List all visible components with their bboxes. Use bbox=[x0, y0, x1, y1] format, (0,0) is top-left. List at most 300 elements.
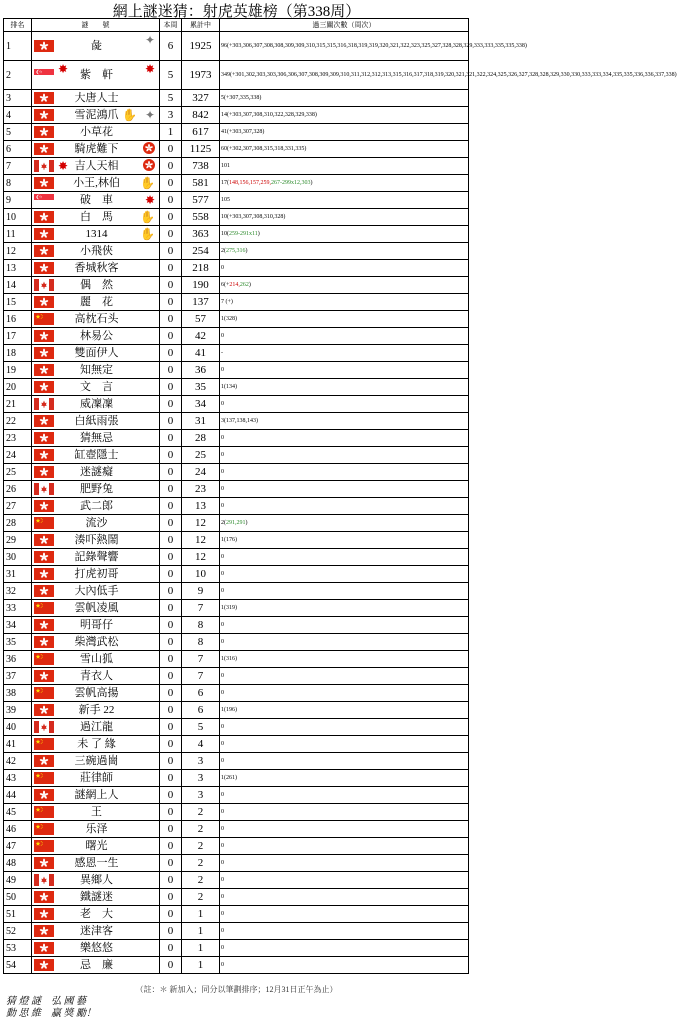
name-cell bbox=[32, 957, 160, 974]
total-cell: 1 bbox=[182, 906, 220, 923]
name-cell bbox=[32, 481, 160, 498]
signature bbox=[6, 996, 96, 1020]
total-cell: 10 bbox=[182, 566, 220, 583]
player-name: 白紙雨張 bbox=[74, 414, 119, 427]
hong-kong-flag-icon bbox=[34, 415, 54, 427]
detail-part: 259, bbox=[260, 180, 271, 186]
total-cell: 1 bbox=[182, 957, 220, 974]
rank-cell: 40 bbox=[4, 719, 32, 736]
detail-cell: 1(261) bbox=[220, 770, 469, 787]
detail-cell: 41(+303,307,328) bbox=[220, 124, 469, 141]
player-name: 忌 廉 bbox=[80, 958, 113, 971]
detail-cell: 0 bbox=[220, 634, 469, 651]
table-row bbox=[4, 736, 469, 753]
rank-cell: 23 bbox=[4, 430, 32, 447]
star-icon: ✸ bbox=[144, 193, 155, 207]
rank-cell: 13 bbox=[4, 260, 32, 277]
total-cell: 1 bbox=[182, 940, 220, 957]
player-name: 流沙 bbox=[85, 516, 108, 529]
hong-kong-flag-icon bbox=[34, 245, 54, 257]
player-name: 武二郎 bbox=[80, 499, 113, 512]
player-name: 柴灣武松 bbox=[74, 635, 119, 648]
total-cell: 2 bbox=[182, 821, 220, 838]
detail-cell: 10(+303,307,308,310,328) bbox=[220, 209, 469, 226]
week-cell: 0 bbox=[160, 685, 182, 702]
total-cell: 24 bbox=[182, 464, 220, 481]
table-row bbox=[4, 685, 469, 702]
detail-cell: 0 bbox=[220, 498, 469, 515]
detail-cell bbox=[220, 175, 469, 192]
hong-kong-flag-icon bbox=[34, 925, 54, 937]
total-cell: 9 bbox=[182, 583, 220, 600]
player-name: 明哥仔 bbox=[80, 618, 113, 631]
detail-part: 10( bbox=[221, 231, 229, 237]
rank-cell: 7 bbox=[4, 158, 32, 175]
hong-kong-flag-icon bbox=[34, 959, 54, 971]
name-cell bbox=[32, 549, 160, 566]
player-name: 過江龍 bbox=[80, 720, 113, 733]
name-cell bbox=[32, 787, 160, 804]
name-cell bbox=[32, 209, 160, 226]
china-flag-icon bbox=[34, 772, 54, 784]
total-cell: 2 bbox=[182, 838, 220, 855]
name-cell bbox=[32, 923, 160, 940]
week-cell: 0 bbox=[160, 838, 182, 855]
rank-cell: 4 bbox=[4, 107, 32, 124]
detail-part: 259-291x11 bbox=[229, 231, 258, 237]
total-cell: 36 bbox=[182, 362, 220, 379]
player-name: 莊律師 bbox=[80, 771, 113, 784]
table-row bbox=[4, 600, 469, 617]
table-row bbox=[4, 243, 469, 260]
name-cell bbox=[32, 583, 160, 600]
detail-cell: 101 bbox=[220, 158, 469, 175]
hong-kong-flag-icon bbox=[34, 891, 54, 903]
total-cell: 1925 bbox=[182, 32, 220, 61]
canada-flag-icon bbox=[34, 279, 54, 291]
rank-cell: 26 bbox=[4, 481, 32, 498]
total-cell: 13 bbox=[182, 498, 220, 515]
header-rank: 排名 bbox=[4, 19, 32, 32]
detail-part: 148,156,157, bbox=[229, 180, 261, 186]
week-cell: 0 bbox=[160, 226, 182, 243]
name-cell bbox=[32, 362, 160, 379]
player-name: 小飛俠 bbox=[80, 244, 113, 257]
detail-cell: 0 bbox=[220, 855, 469, 872]
table-row bbox=[4, 175, 469, 192]
table-row bbox=[4, 923, 469, 940]
detail-cell: 0 bbox=[220, 566, 469, 583]
player-name: 老 大 bbox=[80, 907, 113, 920]
total-cell: 558 bbox=[182, 209, 220, 226]
rank-cell: 29 bbox=[4, 532, 32, 549]
detail-cell: 0 bbox=[220, 804, 469, 821]
player-name: 記錄聲響 bbox=[74, 550, 119, 563]
detail-cell: 0 bbox=[220, 447, 469, 464]
star-icon: ✸ bbox=[58, 159, 69, 173]
rank-cell: 48 bbox=[4, 855, 32, 872]
name-cell bbox=[32, 243, 160, 260]
total-cell: 7 bbox=[182, 600, 220, 617]
week-cell: 0 bbox=[160, 515, 182, 532]
week-cell: 0 bbox=[160, 396, 182, 413]
name-cell bbox=[32, 32, 160, 61]
total-cell: 1125 bbox=[182, 141, 220, 158]
player-name: 紫 軒 bbox=[80, 68, 113, 81]
rank-cell: 27 bbox=[4, 498, 32, 515]
hong-kong-flag-icon bbox=[34, 789, 54, 801]
detail-cell: 96(+303,306,307,308,308,309,309,310,315,315,316,318,319,319,320,321,322,323,325,327,328,328,329,333,333,335,335,338) bbox=[220, 32, 469, 61]
rank-cell: 53 bbox=[4, 940, 32, 957]
detail-cell: 1(328) bbox=[220, 311, 469, 328]
week-cell: 0 bbox=[160, 379, 182, 396]
total-cell: 190 bbox=[182, 277, 220, 294]
hong-kong-flag-icon bbox=[34, 908, 54, 920]
table-row bbox=[4, 90, 469, 107]
player-name: 猜無忌 bbox=[80, 431, 113, 444]
rank-cell: 3 bbox=[4, 90, 32, 107]
total-cell: 23 bbox=[182, 481, 220, 498]
player-name: 雲帆凌風 bbox=[74, 601, 119, 614]
table-row bbox=[4, 124, 469, 141]
table-row bbox=[4, 515, 469, 532]
hong-kong-flag-icon bbox=[34, 534, 54, 546]
week-cell: 0 bbox=[160, 600, 182, 617]
table-row bbox=[4, 583, 469, 600]
table-row bbox=[4, 32, 469, 61]
name-cell bbox=[32, 736, 160, 753]
hong-kong-flag-icon bbox=[34, 619, 54, 631]
name-cell bbox=[32, 719, 160, 736]
player-name: 香城秋客 bbox=[74, 261, 119, 274]
name-cell bbox=[32, 413, 160, 430]
detail-part: ) bbox=[245, 248, 248, 254]
week-cell: 0 bbox=[160, 617, 182, 634]
china-flag-icon bbox=[34, 840, 54, 852]
singapore-flag-icon bbox=[34, 69, 54, 81]
hong-kong-flag-icon bbox=[34, 177, 54, 189]
week-cell: 1 bbox=[160, 124, 182, 141]
detail-cell: 1(176) bbox=[220, 532, 469, 549]
total-cell: 1 bbox=[182, 923, 220, 940]
detail-part: 291,291 bbox=[226, 520, 246, 526]
week-cell: 0 bbox=[160, 447, 182, 464]
table-row bbox=[4, 940, 469, 957]
week-cell: 0 bbox=[160, 736, 182, 753]
week-cell: 0 bbox=[160, 192, 182, 209]
rank-cell: 49 bbox=[4, 872, 32, 889]
table-row bbox=[4, 209, 469, 226]
hong-kong-flag-icon bbox=[34, 143, 54, 155]
detail-cell: 0 bbox=[220, 719, 469, 736]
name-cell bbox=[32, 855, 160, 872]
detail-cell: 0 bbox=[220, 906, 469, 923]
header-row bbox=[4, 19, 469, 32]
table-row bbox=[4, 362, 469, 379]
week-cell: 0 bbox=[160, 634, 182, 651]
detail-cell: 0 bbox=[220, 838, 469, 855]
detail-cell: 0 bbox=[220, 736, 469, 753]
detail-cell: 3(137,138,143) bbox=[220, 413, 469, 430]
detail-cell: 0 bbox=[220, 396, 469, 413]
hong-kong-flag-icon bbox=[34, 40, 54, 52]
week-cell: 0 bbox=[160, 532, 182, 549]
player-name: 雲帆高揚 bbox=[74, 686, 119, 699]
table-row bbox=[4, 838, 469, 855]
table-row bbox=[4, 192, 469, 209]
hong-kong-flag-icon bbox=[34, 228, 54, 240]
player-name: 肥野兔 bbox=[80, 482, 113, 495]
total-cell: 581 bbox=[182, 175, 220, 192]
header-week: 本周 bbox=[160, 19, 182, 32]
rank-cell: 24 bbox=[4, 447, 32, 464]
rank-cell: 34 bbox=[4, 617, 32, 634]
total-cell: 12 bbox=[182, 549, 220, 566]
player-name: 威凜凜 bbox=[80, 397, 113, 410]
china-flag-icon bbox=[34, 653, 54, 665]
week-cell: 0 bbox=[160, 277, 182, 294]
detail-cell: 60(+302,307,308,315,318,331,335) bbox=[220, 141, 469, 158]
rank-cell: 51 bbox=[4, 906, 32, 923]
week-cell: 6 bbox=[160, 32, 182, 61]
detail-cell: 0 bbox=[220, 923, 469, 940]
star-icon: ✸ bbox=[144, 62, 155, 76]
total-cell: 12 bbox=[182, 515, 220, 532]
total-cell: 2 bbox=[182, 804, 220, 821]
detail-cell: 0 bbox=[220, 464, 469, 481]
week-cell: 0 bbox=[160, 923, 182, 940]
detail-cell: 0 bbox=[220, 668, 469, 685]
player-name: 高枕石头 bbox=[74, 312, 119, 325]
player-name: 偶 然 bbox=[80, 278, 113, 291]
china-flag-icon bbox=[34, 806, 54, 818]
detail-cell: - bbox=[220, 345, 469, 362]
hong-kong-flag-icon bbox=[34, 92, 54, 104]
week-cell: 0 bbox=[160, 328, 182, 345]
name-cell bbox=[32, 498, 160, 515]
rank-cell: 47 bbox=[4, 838, 32, 855]
total-cell: 738 bbox=[182, 158, 220, 175]
table-row bbox=[4, 668, 469, 685]
table-row bbox=[4, 107, 469, 124]
table-row bbox=[4, 821, 469, 838]
detail-cell: 349(+301,302,303,303,306,306,307,308,309,309,310,311,312,312,313,315,316,317,318,319,320,321,321,322,324,325,326,327,328,328,329,330,330,333,333,334,335,335,336,336,337,338) bbox=[220, 61, 469, 90]
hand-icon: ✋ bbox=[140, 210, 155, 224]
week-cell: 0 bbox=[160, 260, 182, 277]
name-cell bbox=[32, 311, 160, 328]
table-row bbox=[4, 872, 469, 889]
detail-part: 2( bbox=[221, 520, 226, 526]
hong-kong-flag-icon bbox=[34, 330, 54, 342]
detail-cell: 0 bbox=[220, 940, 469, 957]
rank-cell: 19 bbox=[4, 362, 32, 379]
detail-cell: 1(196) bbox=[220, 702, 469, 719]
total-cell: 12 bbox=[182, 532, 220, 549]
table-row bbox=[4, 719, 469, 736]
table-row bbox=[4, 260, 469, 277]
table-row bbox=[4, 447, 469, 464]
rank-cell: 28 bbox=[4, 515, 32, 532]
table-row bbox=[4, 158, 469, 175]
name-cell bbox=[32, 464, 160, 481]
china-flag-icon bbox=[34, 313, 54, 325]
week-cell: 0 bbox=[160, 243, 182, 260]
detail-part: ) bbox=[310, 180, 313, 186]
name-cell bbox=[32, 396, 160, 413]
name-cell bbox=[32, 294, 160, 311]
week-cell: 0 bbox=[160, 787, 182, 804]
rank-cell: 41 bbox=[4, 736, 32, 753]
week-cell: 0 bbox=[160, 651, 182, 668]
table-row bbox=[4, 345, 469, 362]
player-name: 未 了 緣 bbox=[77, 737, 116, 750]
player-name: 雪山狐 bbox=[80, 652, 113, 665]
player-name: 缸壺隱士 bbox=[74, 448, 119, 461]
name-cell bbox=[32, 838, 160, 855]
week-cell: 0 bbox=[160, 889, 182, 906]
week-cell: 0 bbox=[160, 481, 182, 498]
name-cell bbox=[32, 634, 160, 651]
name-cell bbox=[32, 107, 160, 124]
rank-cell: 8 bbox=[4, 175, 32, 192]
detail-cell: 5(+307,335,338) bbox=[220, 90, 469, 107]
table-row bbox=[4, 61, 469, 90]
table-row bbox=[4, 311, 469, 328]
total-cell: 218 bbox=[182, 260, 220, 277]
week-cell: 5 bbox=[160, 61, 182, 90]
detail-cell: 0 bbox=[220, 957, 469, 974]
name-cell bbox=[32, 566, 160, 583]
player-name: 青衣人 bbox=[80, 669, 113, 682]
rank-cell: 52 bbox=[4, 923, 32, 940]
hong-kong-flag-icon bbox=[34, 211, 54, 223]
player-name: 乐泽 bbox=[85, 822, 108, 835]
table-row bbox=[4, 753, 469, 770]
detail-cell: 0 bbox=[220, 617, 469, 634]
table-row bbox=[4, 413, 469, 430]
week-cell: 0 bbox=[160, 566, 182, 583]
header-total: 累計中 bbox=[182, 19, 220, 32]
hong-kong-flag-icon bbox=[34, 347, 54, 359]
rank-cell: 42 bbox=[4, 753, 32, 770]
rank-cell: 44 bbox=[4, 787, 32, 804]
hand-icon: ✋ bbox=[140, 176, 155, 190]
table-row bbox=[4, 651, 469, 668]
detail-cell: 0 bbox=[220, 328, 469, 345]
total-cell: 28 bbox=[182, 430, 220, 447]
name-cell bbox=[32, 668, 160, 685]
singapore-flag-icon bbox=[34, 194, 54, 206]
rank-cell: 17 bbox=[4, 328, 32, 345]
player-name: 曙光 bbox=[85, 839, 108, 852]
detail-cell: 0 bbox=[220, 260, 469, 277]
rank-cell: 25 bbox=[4, 464, 32, 481]
hong-kong-flag-icon bbox=[34, 381, 54, 393]
total-cell: 6 bbox=[182, 702, 220, 719]
china-flag-icon bbox=[34, 823, 54, 835]
player-name: 打虎初哥 bbox=[74, 567, 119, 580]
hong-kong-flag-icon bbox=[34, 942, 54, 954]
hong-kong-flag-icon bbox=[34, 449, 54, 461]
detail-part: 214, bbox=[229, 282, 240, 288]
table-row bbox=[4, 634, 469, 651]
player-name: 林易公 bbox=[80, 329, 113, 342]
week-cell: 0 bbox=[160, 430, 182, 447]
china-flag-icon bbox=[34, 517, 54, 529]
total-cell: 2 bbox=[182, 872, 220, 889]
hong-kong-flag-icon bbox=[34, 500, 54, 512]
detail-cell: 0 bbox=[220, 685, 469, 702]
week-cell: 0 bbox=[160, 770, 182, 787]
name-cell bbox=[32, 61, 160, 90]
player-name: 鐵謎迷 bbox=[80, 890, 113, 903]
table-row bbox=[4, 906, 469, 923]
player-name: 小王,林伯 bbox=[73, 176, 120, 189]
rank-cell: 43 bbox=[4, 770, 32, 787]
table-row bbox=[4, 804, 469, 821]
week-cell: 0 bbox=[160, 345, 182, 362]
china-flag-icon bbox=[34, 738, 54, 750]
signature-line: 動 思 維 贏 獎 勵！ bbox=[6, 1008, 96, 1019]
detail-part: 267-299x12,303 bbox=[271, 180, 311, 186]
detail-part: 275,316 bbox=[226, 248, 246, 254]
footnote: （註：＊ 新加入；同分以筆劃排序；12月31日正午為止） bbox=[135, 985, 338, 994]
total-cell: 7 bbox=[182, 651, 220, 668]
rank-cell: 12 bbox=[4, 243, 32, 260]
detail-cell: 1(134) bbox=[220, 379, 469, 396]
trophy-icon: ✦ bbox=[144, 33, 155, 47]
table-row bbox=[4, 396, 469, 413]
week-cell: 0 bbox=[160, 413, 182, 430]
total-cell: 1973 bbox=[182, 61, 220, 90]
rank-cell: 39 bbox=[4, 702, 32, 719]
rank-cell: 30 bbox=[4, 549, 32, 566]
week-cell: 0 bbox=[160, 753, 182, 770]
table-row bbox=[4, 566, 469, 583]
detail-part: 2( bbox=[221, 248, 226, 254]
detail-cell bbox=[220, 226, 469, 243]
china-flag-icon bbox=[34, 602, 54, 614]
detail-part: 6(+ bbox=[221, 282, 230, 288]
total-cell: 842 bbox=[182, 107, 220, 124]
total-cell: 617 bbox=[182, 124, 220, 141]
hong-kong-flag-icon bbox=[34, 551, 54, 563]
week-cell: 0 bbox=[160, 311, 182, 328]
name-cell bbox=[32, 515, 160, 532]
table-row bbox=[4, 770, 469, 787]
player-name: 雙面伊人 bbox=[74, 346, 119, 359]
player-name: 麗 花 bbox=[80, 295, 113, 308]
table-row bbox=[4, 430, 469, 447]
detail-part: ) bbox=[248, 282, 251, 288]
table-row bbox=[4, 294, 469, 311]
detail-cell bbox=[220, 277, 469, 294]
table-row bbox=[4, 379, 469, 396]
name-cell bbox=[32, 532, 160, 549]
detail-cell: 0 bbox=[220, 872, 469, 889]
player-name: 知無定 bbox=[80, 363, 113, 376]
total-cell: 34 bbox=[182, 396, 220, 413]
total-cell: 35 bbox=[182, 379, 220, 396]
week-cell: 0 bbox=[160, 668, 182, 685]
name-cell bbox=[32, 872, 160, 889]
player-name: 破 車 bbox=[80, 193, 113, 206]
name-cell bbox=[32, 430, 160, 447]
canada-flag-icon bbox=[34, 398, 54, 410]
week-cell: 0 bbox=[160, 175, 182, 192]
hong-kong-flag-icon bbox=[34, 568, 54, 580]
week-cell: 0 bbox=[160, 549, 182, 566]
